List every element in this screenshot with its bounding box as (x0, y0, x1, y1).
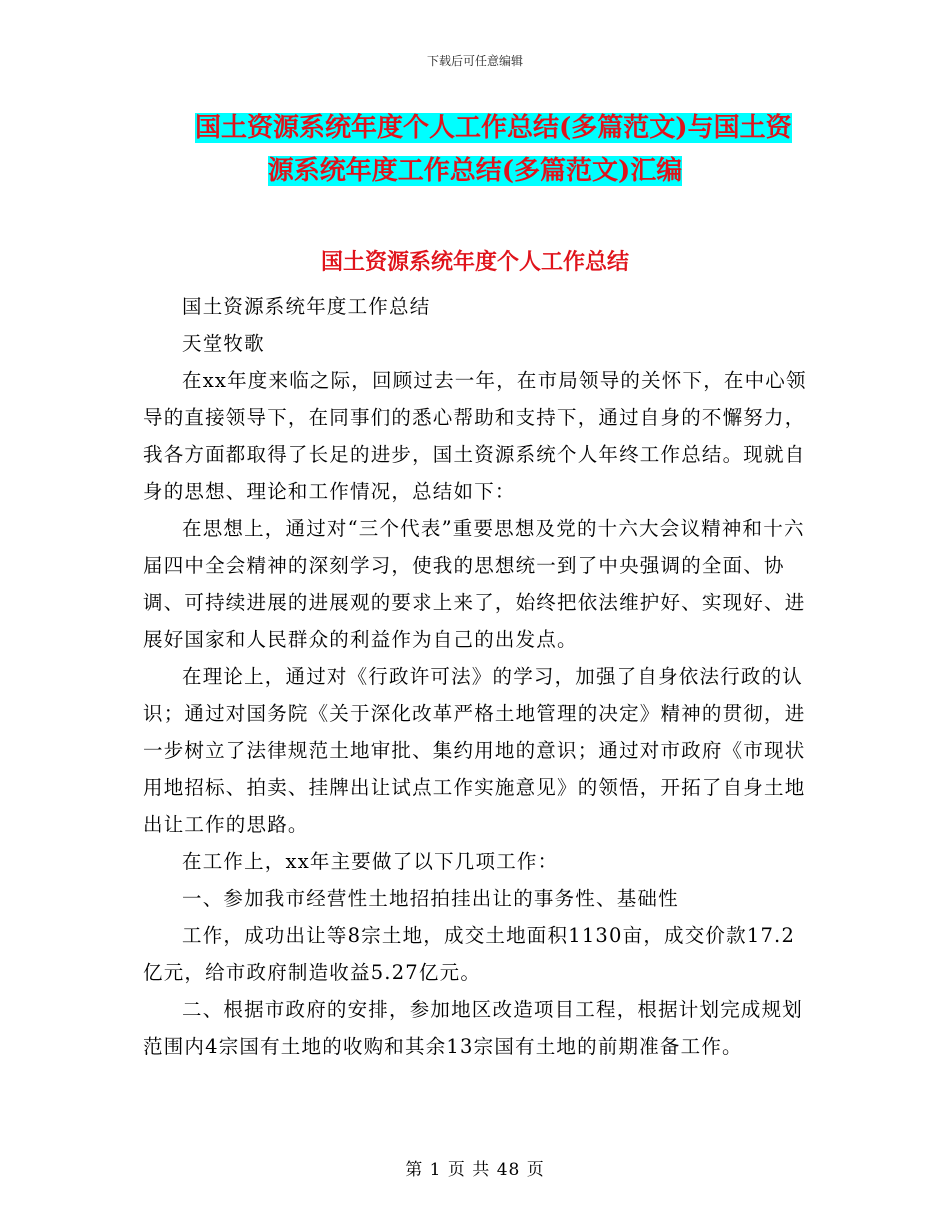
document-title-line-2 (140, 150, 810, 193)
paragraph: 国土资源系统年度工作总结 (182, 295, 431, 318)
page-header-note: 下载后可任意编辑 (426, 54, 523, 68)
document-body (143, 288, 815, 1065)
paragraph: 在理论上，通过对《行政许可法》的学习，加强了自身依法行政的认识；通过对国务院《关于深化改革严格土地管理的决定》精神的贯彻，进一步树立了法律规范土地审批、集约用地的意识；通过对市政府《市现状用地招标、拍卖、挂牌出让试点工作实施意见》的领悟，开拓了自身土地出让工作的思路。 (143, 665, 806, 836)
paragraph: 工作，成功出让等8宗土地，成交土地面积1130亩，成交价款17.2亿元，给市政府制造收益5.27亿元。 (143, 924, 796, 984)
document-title-line-1 (140, 107, 865, 150)
section-title: 国土资源系统年度个人工作总结 (320, 249, 629, 275)
paragraph: 一、参加我市经营性土地招拍挂出让的事务性、基础性 (182, 887, 679, 910)
paragraph: 在工作上，xx年主要做了以下几项工作： (182, 850, 559, 873)
document-title-line-2-text: 源系统年度工作总结(多篇范文)汇编 (267, 156, 683, 186)
page-number-footer: 第 1 页 共 48 页 (405, 1160, 545, 1180)
paragraph: 二、根据市政府的安排，参加地区改造项目工程，根据计划完成规划范围内4宗国有土地的收购和其余13宗国有土地的前期准备工作。 (143, 998, 804, 1058)
paragraph: 在思想上，通过对“三个代表”重要思想及党的十六大会议精神和十六届四中全会精神的深刻学习，使我的思想统一到了中央强调的全面、协调、可持续进展的进展观的要求上来了，始终把依法维护好、实现好、进展好国家和人民群众的利益作为自己的出发点。 (143, 517, 806, 651)
document-title-line-1-text: 国土资源系统年度个人工作总结(多篇范文)与国土资 (195, 113, 792, 143)
paragraph: 在xx年度来临之际，回顾过去一年，在市局领导的关怀下，在中心领导的直接领导下，在同事们的悉心帮助和支持下，通过自身的不懈努力，我各方面都取得了长足的进步，国土资源系统个人年终工作总结。现就自身的思想、理论和工作情况，总结如下： (143, 369, 807, 503)
paragraph: 天堂牧歌 (182, 332, 265, 355)
